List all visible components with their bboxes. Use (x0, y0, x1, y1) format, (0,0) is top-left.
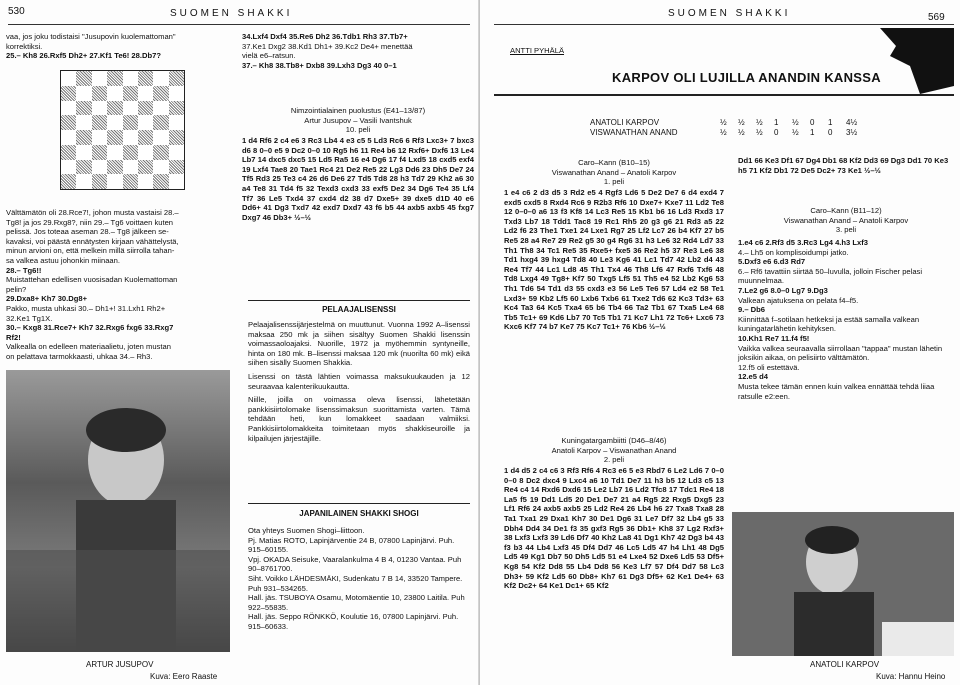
opening-name: Nimzointialainen puolustus (E41–13/87) (290, 106, 426, 115)
board-square (169, 160, 184, 175)
move-line: Rf2! (6, 332, 21, 342)
board-square (61, 145, 76, 160)
board-square (123, 101, 138, 116)
board-square (153, 71, 168, 86)
text-line: 6.– Rf6 tavattiin siirtää 50–luvulla, jolloin Fischer pelasi muunnelmaa. (738, 266, 923, 286)
board-square (61, 71, 76, 86)
players: Viswanathan Anand – Anatoli Karpov (783, 215, 909, 225)
article-title: KARPOV OLI LUJILLA ANANDIN KANSSA (612, 70, 881, 85)
board-square (138, 101, 153, 116)
board-square (107, 145, 122, 160)
game1-header (504, 158, 724, 187)
shogi-box (248, 526, 470, 632)
board-square (169, 145, 184, 160)
score-table (590, 118, 910, 138)
title-rule (494, 94, 954, 96)
score-cell: 1 (810, 128, 815, 137)
board-square (123, 160, 138, 175)
board-square (107, 86, 122, 101)
photo-caption-credit: Kuva: Hannu Heino (876, 672, 946, 681)
board-square (153, 101, 168, 116)
board-square (92, 71, 107, 86)
game-number: 2. peli (603, 455, 625, 465)
page-header: SUOMEN SHAKKI (668, 8, 791, 19)
game2-moves: 1 d4 d5 2 c4 c6 3 Rf3 Rf6 4 Rc3 e6 5 e3 Rbd7 6 Le2 Ld6 7 0–0 0–0 8 Dc2 dxc4 9 Lxc4 a6 10 Td1 De7 11 h3 b5 12 Ld3 c5 13 Re4 c4 14 Rxd6 Dxd6 15 Le2 Lb7 16 Ld2 Tfc8 17 Tdc1 Re4 18 La5 f5 19 Dd1 Ld5 20 De1 De7 21 a4 Rg5 22 Rxg5 Dxg5 23 Lf1 Rf6 24 axb5 axb5 25 Ld2 Re4 26 Lb4 h6 27 Txa8 Txa8 28 Ta1 Txa1 29 Dxa1 Kh7 30 De1 Dg6 31 Le7 Df7 32 Lb4 g5 33 Dbh4 Dd4 34 De1 f3 35 gxf3 Rg5 36 Db1+ Kh8 37 Lg2 Rxf3+ 38 Lxf3 Lxf3 39 Ld6 Df7 40 Kh2 La8 41 Dg1 Kh7 42 Dg3 b4 43 f3 b3 44 Lb4 Lxf3 45 Df4 Dd7 46 Lc5 Ld5 47 h4 Lh1 48 Dg5 Ld5 49 Kg1 Db7 50 Dh5 Ld5 51 e4 Lxe4 52 Dxe6 Ld5 53 Df5+ Kg8 54 Kf2 Dd8 55 Lb4 Dd8 56 Ke3 Lf7 57 Df4 Dd7 58 Lc3 Dh3+ 59 Kf2 Ld5 60 Db8+ Kh7 61 Dg3 Df5+ 62 Ke1 De4+ 63 Kf2 Dc2+ 64 Ke1 Dc1+ 65 Kf2 (504, 466, 727, 591)
move-line: 9.– Db6 (738, 305, 766, 315)
text-line: vielä e6–ratsun. (242, 51, 296, 61)
header-rule (8, 24, 470, 25)
paragraph: Ota yhteys Suomen Shogi–liittoon. (248, 526, 365, 535)
author: ANTTI PYHÄLÄ (510, 46, 565, 55)
board-square (76, 86, 91, 101)
board-square (123, 145, 138, 160)
text-line: 32.Ke1 Tg1X. (6, 313, 53, 323)
board-square (153, 130, 168, 145)
game2-header (504, 436, 724, 465)
board-square (92, 160, 107, 175)
score-cell: ½ (738, 128, 745, 137)
box-rule (248, 300, 470, 301)
player-name: VISWANATHAN ANAND (590, 128, 678, 137)
score-cell: ½ (720, 118, 727, 127)
board-square (76, 174, 91, 189)
header-rule (494, 24, 954, 25)
board-square (92, 101, 107, 116)
board-square (76, 160, 91, 175)
move-line: 34.Lxf4 Dxf4 35.Re6 Dh2 36.Tdb1 Rh3 37.Tb7+ (242, 32, 408, 41)
board-square (76, 145, 91, 160)
paragraph: Lisenssi on tästä lähtien voimassa maksukuukauden ja 12 seuraavaa kalenterikuukautta. (248, 371, 470, 391)
game3-header (738, 206, 954, 235)
move-line: 28.– Tg6!! (6, 265, 42, 275)
board-square (76, 115, 91, 130)
paragraph: Siht. Voikko LÄHDESMÄKI, Sudenkatu 7 B 14, 33520 Tampere. Puh 931–534265. (248, 573, 463, 593)
chess-board (60, 70, 185, 190)
text-line: on pelattava tarmokkaasti, uhkaa 34.– Rh3. (6, 351, 153, 361)
right-page (480, 0, 960, 685)
score-cell: 0 (828, 128, 833, 137)
score-cell: 1 (774, 118, 779, 127)
column-2-top (242, 32, 474, 70)
text-line: 12.f5 oli estettävä. (738, 362, 800, 372)
text-line: pelissä. Jos toteaa aseman 28.– Tg8 jälkeen se- (6, 227, 169, 237)
decorative-map-graphic (860, 26, 956, 96)
move-line: 37.– Kh8 38.Tb8+ Dxb8 39.Lxh3 Dg3 40 0–1 (242, 60, 397, 70)
score-cell: ½ (720, 128, 727, 137)
photo-anatoli-karpov (732, 512, 954, 656)
text-line: Välttämätön oli 28.Rce7!, johon musta vastaisi 28.– (6, 208, 179, 217)
board-square (107, 71, 122, 86)
text-line: korrektiksi. (6, 41, 43, 51)
text-line: Valkean ajatuksena on pelata f4–f5. (738, 295, 859, 305)
players: Anatoli Karpov – Viswanathan Anand (551, 445, 677, 455)
text-line: Kiinnittää f–sotilaan hetkeksi ja estää samalla valkean kuningatarlähetin kehityksen. (738, 314, 920, 334)
photo-illustration (6, 370, 230, 652)
move-line: 10.Kh1 Re7 11.f4 f5! (738, 333, 810, 343)
board-square (138, 86, 153, 101)
board-square (92, 145, 107, 160)
board-square (61, 160, 76, 175)
board-square (153, 160, 168, 175)
paragraph: Niille, joilla on voimassa oleva lisenssi, lähetetään pankkisiirtolomake lisenssimaksun suorittamista varten. Tämä tehdään heti, kun lomakkeet saadaan valmiiksi. Pankkisiirtolomakkeita toimitetaan myös shakkiseuroille ja kilpailujen järjestäjille. (248, 395, 470, 443)
page-number: 569 (928, 12, 945, 23)
box-title-shogi: JAPANILAINEN SHAKKI SHOGI (299, 509, 419, 518)
text-line: 4.– Lh5 on komplisoidumpi jatko. (738, 247, 849, 257)
opening-name: Caro–Kann (B10–15) (578, 158, 650, 167)
move-line: 29.Dxa8+ Kh7 30.Dg8+ (6, 294, 88, 304)
board-square (76, 71, 91, 86)
move-line: 7.Le2 g6 8.0–0 Lg7 9.Dg3 (738, 285, 828, 295)
board-square (92, 115, 107, 130)
game-moves: 1 d4 Rf6 2 c4 e6 3 Rc3 Lb4 4 e3 c5 5 Ld3 Rc6 6 Rf3 Lxc3+ 7 bxc3 d6 8 0–0 e5 9 Dc2 0–0 10 Rg5 h6 11 Re4 b6 12 Rxf6+ Dxf6 13 Le4 Lb7 14 dxc5 dxc5 15 Ld5 Ra5 16 e4 Dg6 17 f4 Lxd5 18 cxd5 exf4 19 Lxf4 Tae8 20 Tae1 Rc4 21 De2 Re5 22 Lg3 Dd6 23 Dh5 De7 24 Tf5 Rd3 25 Te3 c4 26 d6 De6 27 Td5 Td8 28 h3 Td7 29 Kh2 a6 30 a4 Te8 31 Td4 f5 32 Texd3 cxd3 33 exf5 De2 34 Dg6 Te4 35 Lf4 Tf7 36 Le5 Txd4 37 cxd4 d2 38 d7 Dxe5+ 39 dxe5 d1D 40 e6 Dd6+ 41 Dg3 Txd7 42 exd7 Dxd7 43 f6 b5 44 axb5 axb5 45 fxg7 Dxg7 46 Db3+ ½–½ (242, 136, 477, 222)
photo-caption-credit: Kuva: Eero Raaste (150, 672, 218, 681)
game3-commentary (738, 238, 954, 401)
opening-name: Caro–Kann (B11–12) (810, 206, 882, 215)
board-square (153, 174, 168, 189)
text-line: Vaikka valkea seuraavalla siirrollaan "tappaa" mustan lähetin joksikin aikaa, on pelisiirto välttämätön. (738, 343, 943, 363)
score-row (590, 118, 910, 128)
board-square (153, 86, 168, 101)
text-line: pelin? (6, 284, 27, 294)
photo-caption-name: ANATOLI KARPOV (810, 660, 880, 669)
board-square (138, 71, 153, 86)
column-1-commentary (6, 208, 234, 362)
board-square (138, 115, 153, 130)
board-square (169, 115, 184, 130)
photo-illustration (732, 512, 954, 656)
board-square (107, 130, 122, 145)
paragraph: Hall. jäs. TSUBOYA Osamu, Motomäentie 10, 23800 Laitila. Puh 922–55835. (248, 593, 465, 612)
text-line: Muistattehan edellisen vuosisadan Kuolemattoman (6, 275, 178, 285)
move-line: 30.– Kxg8 31.Rce7+ Kh7 32.Rxg6 fxg6 33.Rxg7 (6, 323, 174, 333)
text-line: kavaksi, voi päästä ennätysten kirjaan vähättelystä, (6, 236, 179, 246)
game-number: 3. peli (835, 225, 857, 235)
score-cell: 0 (810, 118, 815, 127)
text-line: 25.– Kh8 26.Rxf5 Dh2+ 27.Kf1 Te6! 28.Db7? (6, 51, 161, 61)
board-square (169, 86, 184, 101)
board-square (107, 115, 122, 130)
paragraph: Pj. Matias ROTO, Lapinjärventie 24 B, 07800 Lapinjärvi. Puh. 915–60155. (248, 535, 455, 555)
board-square (92, 130, 107, 145)
score-total: 3½ (846, 128, 858, 137)
page-header: SUOMEN SHAKKI (170, 8, 293, 19)
game-header (242, 106, 474, 135)
board-square (138, 160, 153, 175)
board-square (169, 71, 184, 86)
score-cell: ½ (792, 128, 799, 137)
page-number: 530 (8, 6, 25, 17)
board-square (169, 101, 184, 116)
move-line: 12.e5 d4 (738, 372, 768, 382)
text-line: vaa, jos joku todistaisi "Jusupovin kuolemattoman" (6, 32, 176, 41)
score-cell: ½ (756, 118, 763, 127)
score-cell: ½ (756, 128, 763, 137)
move-line: 5.Dxf3 e6 6.d3 Rd7 (738, 257, 806, 267)
board-square (76, 130, 91, 145)
board-square (92, 174, 107, 189)
box-title-license: PELAAJALISENSSI (322, 305, 396, 314)
board-square (61, 101, 76, 116)
score-total: 4½ (846, 118, 858, 127)
photo-artur-jusupov (6, 370, 230, 652)
game-number: 10. peli (345, 125, 371, 135)
board-square (138, 130, 153, 145)
players: Viswanathan Anand – Anatoli Karpov (551, 167, 677, 177)
board-square (123, 71, 138, 86)
players: Artur Jusupov – Vasili Ivantshuk (304, 115, 412, 125)
board-square (61, 130, 76, 145)
board-square (123, 174, 138, 189)
board-square (92, 86, 107, 101)
board-square (169, 174, 184, 189)
column-1-top (6, 32, 234, 61)
board-square (138, 174, 153, 189)
board-square (76, 101, 91, 116)
text-line: sa valkea astuu johonkin miinaan. (6, 255, 120, 265)
game2-continuation: Dd1 66 Ke3 Df1 67 Dg4 Db1 68 Kf2 Dd3 69 Dg3 Dd1 70 Ke3 h5 71 Kf2 Db1 72 De5 Dc2+ 73 Ke1 ½–½ (738, 156, 951, 175)
score-row (590, 128, 910, 138)
board-square (123, 86, 138, 101)
box-rule (248, 503, 470, 504)
board-square (138, 145, 153, 160)
paragraph: Pelaajalisenssijärjestelmä on muuttunut. Vuonna 1992 A–lisenssi maksaa 250 mk ja siihen sisältyy Suomen Shakki lisenssin voimassaoloajaksi. Nuorille, 1972 ja myöhemmin syntyneille, hinta on 180 mk. B–lisenssi maksaa 120 mk (nuorilta 60 mk) eikä siihen sisälly Suomen Shakkia. (248, 320, 470, 368)
board-square (61, 115, 76, 130)
score-cell: 1 (828, 118, 833, 127)
text-line: Valkealla on edelleen materiaalietu, joten mustan (6, 342, 171, 352)
game1-moves: 1 e4 c6 2 d3 d5 3 Rd2 e5 4 Rgf3 Ld6 5 De2 De7 6 d4 exd4 7 exd5 cxd5 8 Rxd4 Rc6 9 R2b3 Rf6 10 Dxe7+ Kxe7 11 Ld2 Te8 12 0–0–0 a6 13 f3 Kf8 14 Lc3 Re5 15 Kb1 b6 16 Ld3 Rxd3 17 Txd3 Lb7 18 Tdd1 Tac8 19 Rc1 Rh5 20 g3 g6 21 Rd3 a5 22 Ld2 f6 23 The1 Txe1 24 Lxe1 Rg7 25 Lf2 Lc7 26 b4 Kf7 27 b5 Re5 28 a4 Re7 29 Re2 g5 30 g4 Rg6 31 h3 Le6 32 Rd4 Ld7 33 Th1 Th8 34 Tc1 Re5 35 Rxe5+ fxe5 36 Re2 h5 37 Re3 Le6 38 Td1 hxg4 39 hxg4 Td8 40 Le3 Kg6 41 Lc1 Td7 42 Lb2 d4 43 Re4 Tf7 44 Lc1 Ld8 45 Th1 Tx4 46 Th8 Lf6 47 Rxf6 Txf6 48 Td8 Lxg4 49 Tg8+ Kf7 50 Txg5 Lf5 51 Th5 e4 52 Lb2 Kg6 53 Th1 Td6 54 Td1 d3 55 cxd3 e3 56 Le5 Te6 57 Ld4 e2 58 Te1 Lxd3+ 59 Kb2 Lf5 60 Lxb6 Txb6 61 Txe2 Td6 62 Kc3 Td3+ 63 Kc4 Ta3 64 Kc5 Txa4 65 b6 Tb4 66 Ta2 Tb1 67 Txa5 Le4 68 Tb5 Tc1+ 69 Kd6 Lb7 70 Tc5 Tb1 71 Kc7 Lh1 72 Tc6+ Lxc6 73 Kxc6 Kf7 74 b7 Ke7 75 Kc7 Tc1+ 76 Kb6 ½–½ (504, 188, 727, 332)
license-box (248, 320, 470, 443)
score-cell: ½ (738, 118, 745, 127)
board-square (107, 101, 122, 116)
text-line: Tg8! ja jos 29.Rxg8?, niin 29.– Tg6 voittaen kuten (6, 217, 174, 227)
paragraph: Vpj. OKADA Seisuke, Vaaralankulma 4 B 4, 01230 Vantaa. Puh 90–8761700. (248, 554, 462, 574)
paragraph: Hall. jäs. Seppo RÖNKKÖ, Koulutie 16, 07800 Lapinjärvi. Puh. 915–60633. (248, 612, 459, 631)
opening-name: Kuningatargambiitti (D46–8/46) (561, 436, 667, 445)
game-number: 1. peli (603, 177, 625, 187)
move-line: 1.e4 c6 2.Rf3 d5 3.Rc3 Lg4 4.h3 Lxf3 (738, 238, 868, 247)
board-square (107, 160, 122, 175)
board-square (61, 86, 76, 101)
board-square (153, 145, 168, 160)
board-square (153, 115, 168, 130)
text-line: Pakko, musta uhkasi 30.– Dh1+! 31.Lxh1 Rh2+ (6, 303, 166, 313)
photo-caption-name: ARTUR JUSUPOV (86, 660, 154, 669)
score-cell: ½ (792, 118, 799, 127)
board-square (123, 115, 138, 130)
text-line: 37.Ke1 Dxg2 38.Kd1 Dh1+ 39.Kc2 De4+ menettää (242, 41, 413, 51)
text-line: minun arvioni on, että melkein millä siirrolla tahan- (6, 246, 175, 256)
board-square (123, 130, 138, 145)
player-name: ANATOLI KARPOV (590, 118, 660, 127)
board-square (107, 174, 122, 189)
score-cell: 0 (774, 128, 779, 137)
board-square (61, 174, 76, 189)
board-square (169, 130, 184, 145)
text-line: Musta tekee tämän ennen kuin valkea ennättää tehdä liiaa ratsulle e2:een. (738, 381, 935, 401)
